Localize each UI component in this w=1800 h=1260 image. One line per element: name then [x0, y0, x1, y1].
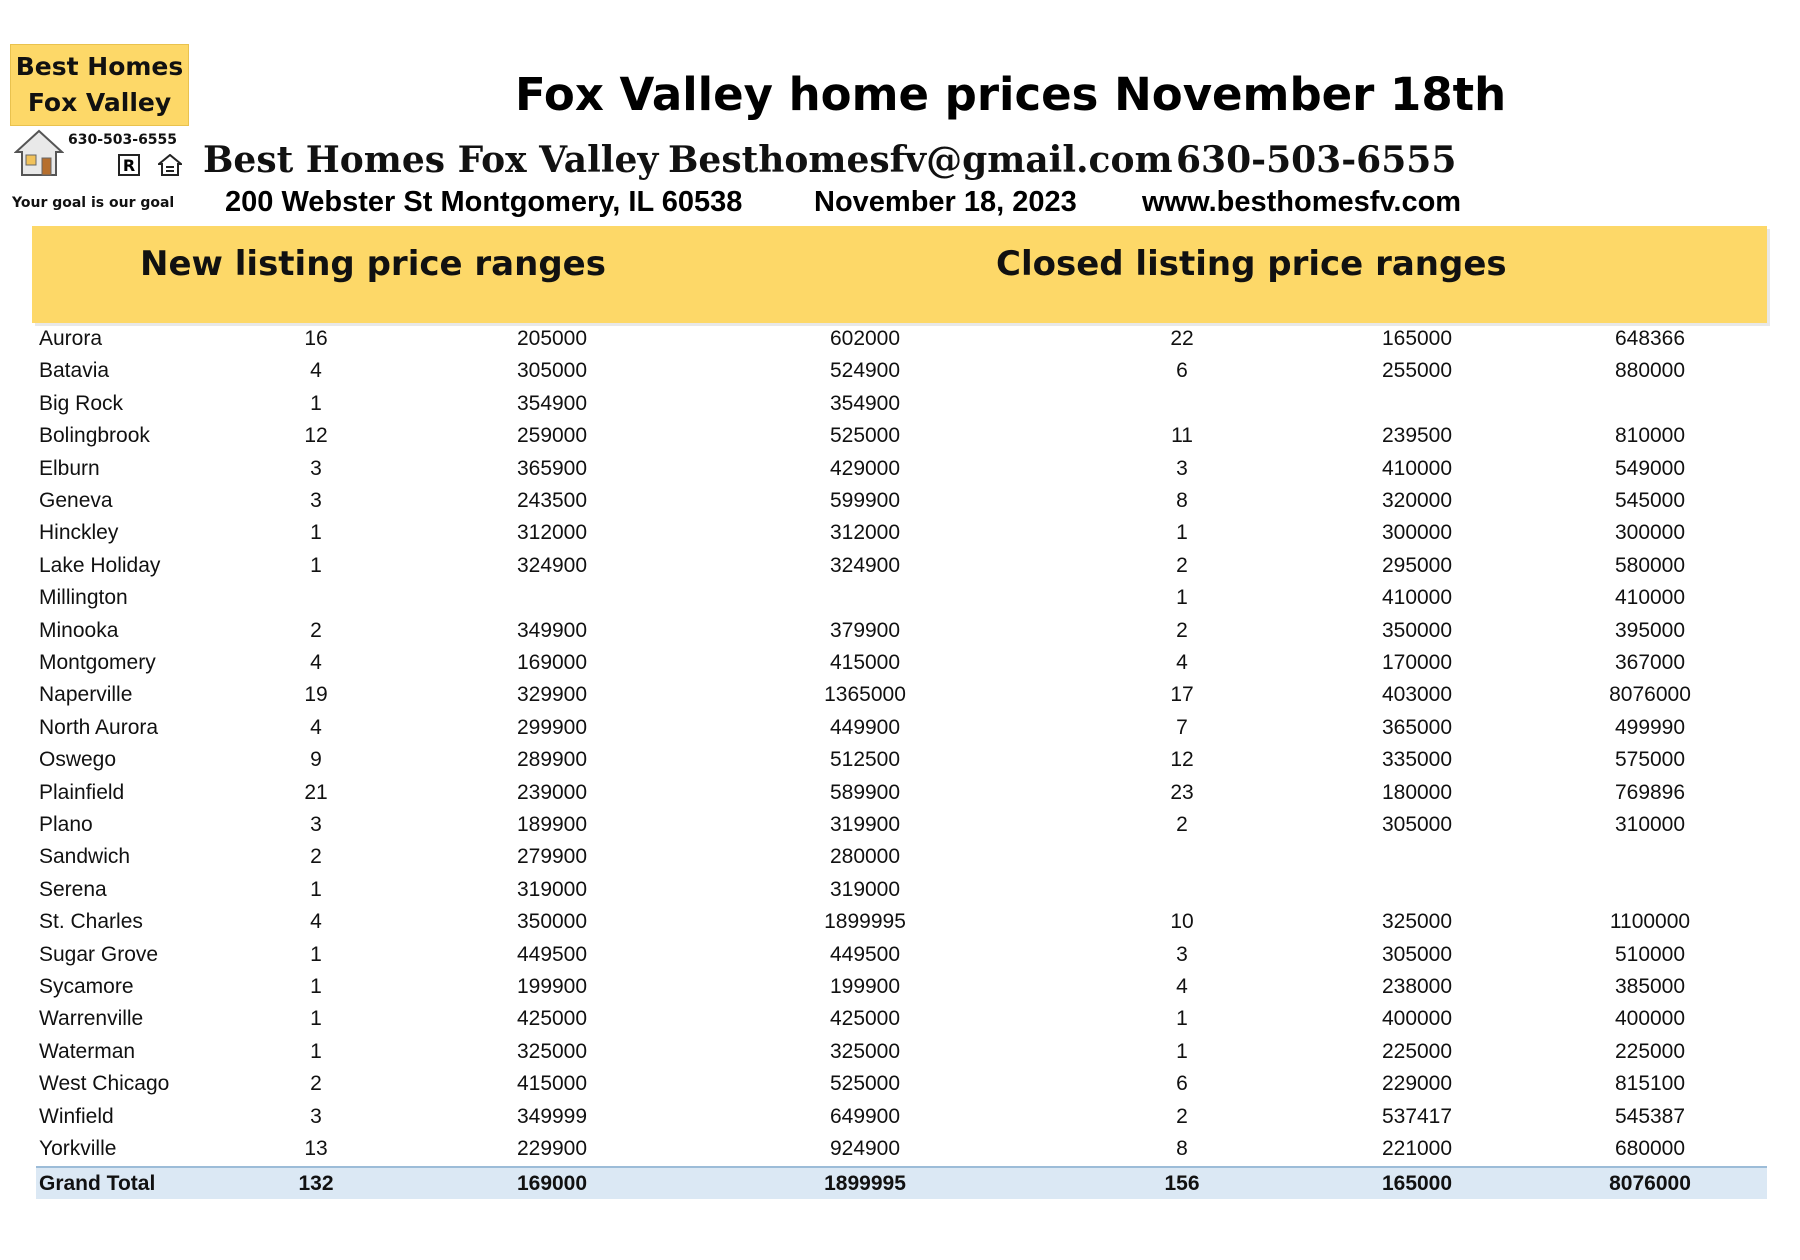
table-row	[36, 906, 1767, 938]
closed-min-cell: 350000	[1381, 618, 1453, 642]
new-max-cell: 512500	[829, 748, 901, 772]
closed-max-cell: 648366	[1614, 327, 1686, 350]
closed-min-cell: 170000	[1381, 651, 1453, 674]
new-count-cell: 16	[304, 327, 328, 350]
city-cell: Minooka	[39, 618, 119, 642]
city-cell: Waterman	[39, 1039, 136, 1063]
closed-count-cell: 8	[1176, 489, 1188, 512]
closed-count-cell: 8	[1176, 1137, 1188, 1160]
closed-count-cell: 3	[1176, 942, 1188, 966]
new-max-cell: 425000	[829, 1007, 901, 1031]
new-min-cell: 324900	[516, 553, 588, 577]
closed-max-cell: 545000	[1614, 489, 1686, 512]
page-title: Fox Valley home prices November 18th	[515, 68, 1507, 121]
city-cell: Aurora	[39, 327, 103, 350]
new-max-cell: 280000	[829, 845, 901, 869]
closed-max-cell: 8076000	[1609, 683, 1691, 707]
new-min-cell: 425000	[516, 1007, 588, 1031]
table-row	[36, 453, 1767, 485]
new-listing-header: New listing price ranges	[140, 244, 606, 284]
new-count-cell: 4	[310, 651, 322, 674]
closed-max-cell: 510000	[1614, 942, 1686, 966]
closed-min-cell: 305000	[1381, 942, 1453, 966]
city-cell: Oswego	[39, 748, 117, 772]
new-count-cell: 4	[310, 359, 322, 383]
city-cell: Plano	[39, 813, 93, 836]
new-count-cell: 1	[310, 1039, 322, 1063]
new-max-cell: 525000	[829, 1072, 901, 1096]
closed-max-cell: 549000	[1614, 456, 1686, 480]
website-link[interactable]: www.besthomesfv.com	[1142, 186, 1462, 218]
new-max-cell: 379900	[829, 618, 901, 642]
closed-max-cell: 769896	[1614, 780, 1686, 804]
table-row	[36, 355, 1767, 387]
closed-max-cell: 385000	[1614, 975, 1686, 998]
new-min-cell: 365900	[516, 456, 588, 480]
closed-max-cell: 225000	[1614, 1039, 1686, 1063]
closed-min-cell: 238000	[1381, 975, 1453, 998]
city-cell: Big Rock	[39, 391, 124, 415]
new-count-cell: 3	[310, 1104, 322, 1128]
equal-housing-icon	[158, 154, 182, 176]
new-min-cell: 169000	[516, 651, 588, 674]
table-row	[36, 939, 1767, 971]
city-cell: Bolingbrook	[39, 424, 150, 448]
table-row	[36, 517, 1767, 549]
closed-max-cell: 300000	[1614, 521, 1686, 545]
city-cell: Geneva	[39, 489, 113, 512]
new-min-cell: 205000	[516, 327, 588, 350]
closed-min-total-cell: 165000	[1381, 1172, 1453, 1196]
closed-max-cell: 410000	[1614, 586, 1686, 610]
city-cell: Hinckley	[39, 521, 119, 545]
closed-max-cell: 367000	[1614, 651, 1686, 674]
closed-max-total-cell: 8076000	[1609, 1172, 1691, 1196]
closed-count-cell: 2	[1176, 813, 1188, 836]
new-min-cell: 319000	[516, 877, 588, 901]
closed-max-cell: 580000	[1614, 553, 1686, 577]
logo-line-1: Best Homes	[15, 52, 184, 81]
new-count-cell: 12	[304, 424, 328, 448]
city-cell: Winfield	[39, 1104, 114, 1128]
closed-min-cell: 221000	[1381, 1137, 1453, 1160]
table-row	[36, 420, 1767, 452]
new-max-cell: 449500	[829, 942, 901, 966]
city-cell: Plainfield	[39, 780, 125, 804]
city-cell: Millington	[39, 586, 128, 610]
closed-count-cell: 11	[1171, 424, 1193, 448]
city-cell: Elburn	[39, 456, 100, 480]
new-count-cell: 1	[310, 975, 322, 998]
city-cell: North Aurora	[39, 715, 159, 739]
closed-min-cell: 305000	[1381, 813, 1453, 836]
new-min-cell: 354900	[516, 391, 588, 415]
new-count-cell: 4	[310, 910, 322, 934]
closed-min-cell: 225000	[1381, 1039, 1453, 1063]
city-cell: St. Charles	[39, 910, 143, 934]
new-max-cell: 924900	[829, 1137, 901, 1160]
closed-max-cell: 880000	[1614, 359, 1686, 383]
closed-min-cell: 537417	[1381, 1104, 1453, 1128]
closed-min-cell: 410000	[1381, 456, 1453, 480]
closed-count-cell: 1	[1176, 1039, 1188, 1063]
new-count-cell: 4	[310, 715, 322, 739]
closed-count-cell: 2	[1176, 618, 1188, 642]
city-cell: Batavia	[39, 359, 110, 383]
closed-max-cell: 499990	[1614, 715, 1686, 739]
new-max-cell: 319900	[829, 813, 901, 836]
table-row	[36, 744, 1767, 776]
new-min-cell: 325000	[516, 1039, 588, 1063]
city-cell: Naperville	[39, 683, 133, 707]
new-min-cell: 349999	[516, 1104, 588, 1128]
closed-min-cell: 295000	[1381, 553, 1453, 577]
closed-min-cell: 229000	[1381, 1072, 1453, 1096]
new-count-cell: 9	[310, 748, 322, 772]
table-row	[36, 1101, 1767, 1133]
closed-max-cell: 680000	[1614, 1137, 1686, 1160]
city-cell: Sugar Grove	[39, 942, 159, 966]
closed-count-cell: 4	[1176, 651, 1188, 674]
new-count-cell: 1	[310, 1007, 322, 1031]
new-max-cell: 449900	[829, 715, 901, 739]
logo-phone: 630-503-6555	[68, 132, 178, 148]
closed-max-cell: 310000	[1614, 813, 1686, 836]
closed-max-cell: 810000	[1614, 424, 1686, 448]
new-count-cell: 13	[304, 1137, 328, 1160]
table-row	[36, 1036, 1767, 1068]
new-min-cell: 229900	[516, 1137, 588, 1160]
city-cell: Montgomery	[39, 651, 156, 674]
new-max-cell: 599900	[829, 489, 901, 512]
closed-count-cell: 1	[1176, 1007, 1188, 1031]
table-row	[36, 874, 1767, 906]
closed-count-cell: 6	[1176, 359, 1188, 383]
new-max-cell: 354900	[829, 391, 901, 415]
table-row	[36, 679, 1767, 711]
new-max-cell: 602000	[829, 327, 901, 350]
city-cell: Lake Holiday	[39, 553, 161, 577]
new-max-cell: 199900	[829, 975, 901, 998]
new-count-cell: 3	[310, 456, 322, 480]
new-min-cell: 279900	[516, 845, 588, 869]
closed-min-cell: 365000	[1381, 715, 1453, 739]
new-min-cell: 312000	[516, 521, 588, 545]
new-min-cell: 239000	[516, 780, 588, 804]
new-min-total-cell: 169000	[516, 1172, 588, 1196]
closed-max-cell: 395000	[1614, 618, 1686, 642]
company-name: Best Homes Fox Valley	[203, 139, 659, 181]
city-cell: Sandwich	[39, 845, 131, 869]
table-row	[36, 323, 1767, 355]
report-date: November 18, 2023	[814, 186, 1077, 218]
new-count-total-cell: 132	[298, 1172, 334, 1196]
closed-count-cell: 3	[1176, 456, 1188, 480]
new-count-cell: 2	[310, 845, 322, 869]
table-row	[36, 971, 1767, 1003]
new-max-cell: 649900	[829, 1104, 901, 1128]
new-max-cell: 525000	[829, 424, 901, 448]
table-row	[36, 647, 1767, 679]
new-max-cell: 524900	[829, 359, 901, 383]
closed-max-cell: 400000	[1614, 1007, 1686, 1031]
closed-max-cell: 575000	[1614, 748, 1686, 772]
table-row	[36, 550, 1767, 582]
new-min-cell: 415000	[516, 1072, 588, 1096]
new-max-total-cell: 1899995	[824, 1172, 906, 1196]
closed-min-cell: 400000	[1381, 1007, 1453, 1031]
new-max-cell: 324900	[829, 553, 901, 577]
new-max-cell: 1365000	[824, 683, 906, 707]
table-row	[36, 388, 1767, 420]
closed-min-cell: 403000	[1381, 683, 1453, 707]
closed-count-cell: 17	[1170, 683, 1194, 707]
closed-count-cell: 6	[1176, 1072, 1188, 1096]
new-min-cell: 243500	[516, 489, 588, 512]
table-row	[36, 1133, 1767, 1165]
new-min-cell: 305000	[516, 359, 588, 383]
new-max-cell: 589900	[829, 780, 901, 804]
new-count-cell: 19	[304, 683, 328, 707]
table-row	[36, 1068, 1767, 1100]
closed-count-cell: 1	[1176, 521, 1188, 545]
new-min-cell: 189900	[516, 813, 588, 836]
closed-count-total-cell: 156	[1164, 1172, 1200, 1196]
new-min-cell: 199900	[516, 975, 588, 998]
logo-tagline: Your goal is our goal	[12, 195, 175, 211]
new-max-cell: 1899995	[824, 910, 906, 934]
new-min-cell: 449500	[516, 942, 588, 966]
closed-count-cell: 2	[1176, 1104, 1188, 1128]
closed-count-cell: 2	[1176, 553, 1188, 577]
closed-min-cell: 320000	[1381, 489, 1453, 512]
closed-count-cell: 7	[1176, 715, 1188, 739]
city-cell: Sycamore	[39, 975, 134, 998]
new-count-cell: 1	[310, 877, 322, 901]
new-count-cell: 1	[310, 553, 322, 577]
city-cell: Yorkville	[39, 1137, 117, 1160]
closed-min-cell: 325000	[1381, 910, 1453, 934]
new-min-cell: 350000	[516, 910, 588, 934]
closed-min-cell: 239500	[1381, 424, 1453, 448]
new-max-cell: 325000	[829, 1039, 901, 1063]
new-max-cell: 312000	[829, 521, 901, 545]
logo-badge	[10, 44, 189, 126]
table-row	[36, 1003, 1767, 1035]
new-count-cell: 1	[310, 521, 322, 545]
table-row	[36, 777, 1767, 809]
new-min-cell: 259000	[516, 424, 588, 448]
closed-max-cell: 815100	[1614, 1072, 1686, 1096]
svg-text:R: R	[122, 156, 136, 175]
closed-min-cell: 180000	[1381, 780, 1453, 804]
closed-count-cell: 12	[1170, 748, 1194, 772]
closed-count-cell: 1	[1176, 586, 1188, 610]
new-count-cell: 1	[310, 942, 322, 966]
city-cell: West Chicago	[39, 1072, 170, 1096]
table-row	[36, 615, 1767, 647]
closed-min-cell: 165000	[1381, 327, 1453, 350]
table-row	[36, 809, 1767, 841]
total-label-cell: Grand Total	[39, 1172, 156, 1196]
new-count-cell: 21	[304, 780, 328, 804]
closed-listing-header: Closed listing price ranges	[996, 244, 1507, 284]
new-min-cell: 289900	[516, 748, 588, 772]
new-min-cell: 299900	[516, 715, 588, 739]
table-row	[36, 712, 1767, 744]
contact-email[interactable]: Besthomesfv@gmail.com	[668, 139, 1173, 181]
company-address: 200 Webster St Montgomery, IL 60538	[225, 186, 743, 218]
closed-min-cell: 255000	[1381, 359, 1453, 383]
new-max-cell: 319000	[829, 877, 901, 901]
city-cell: Serena	[39, 877, 107, 901]
closed-min-cell: 300000	[1381, 521, 1453, 545]
grand-total-row	[36, 1166, 1767, 1199]
contact-phone: 630-503-6555	[1176, 139, 1457, 181]
closed-max-cell: 545387	[1614, 1104, 1686, 1128]
logo-line-2: Fox Valley	[27, 88, 172, 117]
new-count-cell: 3	[310, 489, 322, 512]
company-logo	[10, 44, 190, 219]
closed-min-cell: 410000	[1381, 586, 1453, 610]
new-min-cell: 329900	[516, 683, 588, 707]
table-row	[36, 841, 1767, 873]
table-row	[36, 582, 1767, 614]
new-max-cell: 415000	[829, 651, 901, 674]
closed-count-cell: 10	[1170, 910, 1194, 934]
house-icon	[14, 128, 64, 178]
new-min-cell: 349900	[516, 618, 588, 642]
new-count-cell: 2	[310, 618, 322, 642]
table-row	[36, 485, 1767, 517]
new-count-cell: 1	[310, 391, 322, 415]
realtor-icon	[118, 154, 140, 176]
closed-count-cell: 22	[1170, 327, 1194, 350]
new-count-cell: 2	[310, 1072, 322, 1096]
closed-count-cell: 23	[1170, 780, 1194, 804]
new-max-cell: 429000	[829, 456, 901, 480]
closed-count-cell: 4	[1176, 975, 1188, 998]
closed-min-cell: 335000	[1381, 748, 1453, 772]
closed-max-cell: 1100000	[1609, 910, 1691, 934]
city-cell: Warrenville	[39, 1007, 144, 1031]
new-count-cell: 3	[310, 813, 322, 836]
